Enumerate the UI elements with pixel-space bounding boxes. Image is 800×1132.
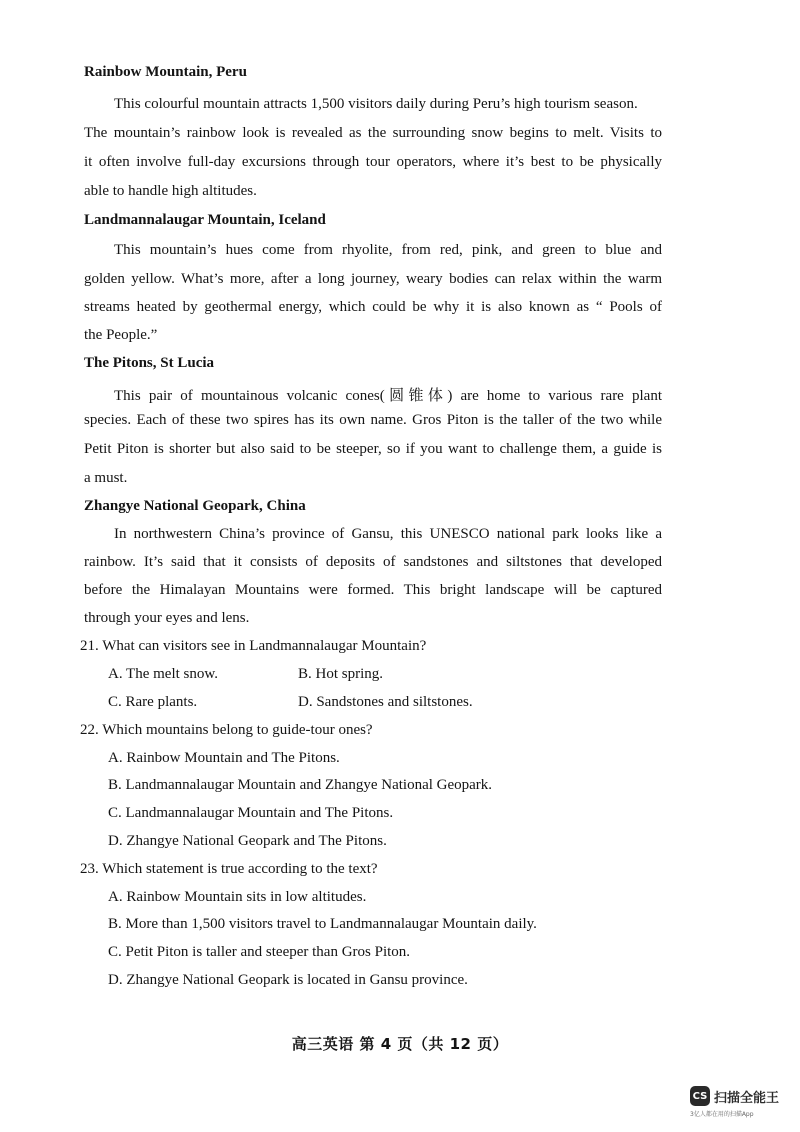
- option-d[interactable]: D. Sandstones and siltstones.: [298, 694, 473, 710]
- paragraph-line: before the Himalayan Mountains were formed. This bright landscape will be captured: [84, 582, 662, 598]
- question-23: [80, 861, 378, 878]
- paragraph-line: species. Each of these two spires has its own name. Gros Piton is the taller of the two while: [84, 412, 662, 428]
- camscanner-logo-icon: CS: [690, 1086, 710, 1106]
- option-a[interactable]: A. Rainbow Mountain and The Pitons.: [108, 750, 340, 766]
- scanner-watermark: [690, 1086, 790, 1118]
- paragraph-line: through your eyes and lens.: [84, 610, 250, 626]
- paragraph-line: a must.: [84, 470, 128, 486]
- paragraph-line: streams heated by geothermal energy, which could be why it is also known as “ Pools of: [84, 299, 662, 315]
- option-d[interactable]: D. Zhangye National Geopark is located in Gansu province.: [108, 972, 468, 988]
- paragraph-line: golden yellow. What’s more, after a long journey, weary bodies can relax within the warm: [84, 271, 662, 287]
- footer-subject: 高三英语: [291, 1035, 354, 1053]
- paragraph-line: This colourful mountain attracts 1,500 visitors daily during Peru’s high tourism season.: [114, 96, 638, 112]
- footer-page-number: 第 4 页（共 12 页）: [359, 1035, 509, 1053]
- option-b[interactable]: B. More than 1,500 visitors travel to Landmannalaugar Mountain daily.: [108, 916, 537, 932]
- option-b[interactable]: B. Hot spring.: [298, 666, 384, 682]
- paragraph-line: Petit Piton is shorter but also said to be steeper, so if you want to challenge them, a guide is: [84, 441, 662, 457]
- watermark-tagline: 3亿人都在用的扫描App: [690, 1111, 754, 1118]
- option-c[interactable]: C. Landmannalaugar Mountain and The Pitons.: [108, 805, 394, 821]
- question-stem: What can visitors see in Landmannalaugar Mountain?: [102, 638, 427, 654]
- option-c[interactable]: C. Petit Piton is taller and steeper than Gros Piton.: [108, 944, 411, 960]
- page-footer: [0, 1033, 800, 1054]
- paragraph-line: The mountain’s rainbow look is revealed as the surrounding snow begins to melt. Visits to: [84, 125, 662, 141]
- question-number: 22.: [80, 722, 99, 738]
- option-a[interactable]: A. The melt snow.: [108, 666, 218, 682]
- question-number: 23.: [80, 861, 99, 877]
- watermark-name: 扫描全能王: [714, 1090, 780, 1106]
- paragraph-line: In northwestern China’s province of Gansu, this UNESCO national park looks like a: [114, 526, 662, 542]
- paragraph-line: the People.”: [84, 327, 158, 343]
- paragraph-line: it often involve full-day excursions through tour operators, where it’s best to be physically: [84, 154, 662, 170]
- question-21: [80, 638, 426, 655]
- option-a[interactable]: A. Rainbow Mountain sits in low altitudes.: [108, 889, 367, 905]
- paragraph-line: This pair of mountainous volcanic cones(圆锥体) are home to various rare plant: [114, 388, 662, 404]
- section-title: Landmannalaugar Mountain, Iceland: [84, 212, 326, 228]
- option-d[interactable]: D. Zhangye National Geopark and The Pitons.: [108, 833, 387, 849]
- question-stem: Which mountains belong to guide-tour ones?: [102, 722, 373, 738]
- section-title: The Pitons, St Lucia: [84, 355, 215, 371]
- section-title: Rainbow Mountain, Peru: [84, 64, 247, 80]
- option-c[interactable]: C. Rare plants.: [108, 694, 198, 710]
- section-title: Zhangye National Geopark, China: [84, 498, 306, 514]
- option-b[interactable]: B. Landmannalaugar Mountain and Zhangye National Geopark.: [108, 777, 493, 793]
- question-number: 21.: [80, 638, 99, 654]
- question-22: [80, 722, 373, 739]
- question-stem: Which statement is true according to the text?: [102, 861, 378, 877]
- paragraph-line: able to handle high altitudes.: [84, 183, 257, 199]
- paragraph-line: rainbow. It’s said that it consists of deposits of sandstones and siltstones that developed: [84, 554, 662, 570]
- paragraph-line: This mountain’s hues come from rhyolite, from red, pink, and green to blue and: [114, 242, 662, 258]
